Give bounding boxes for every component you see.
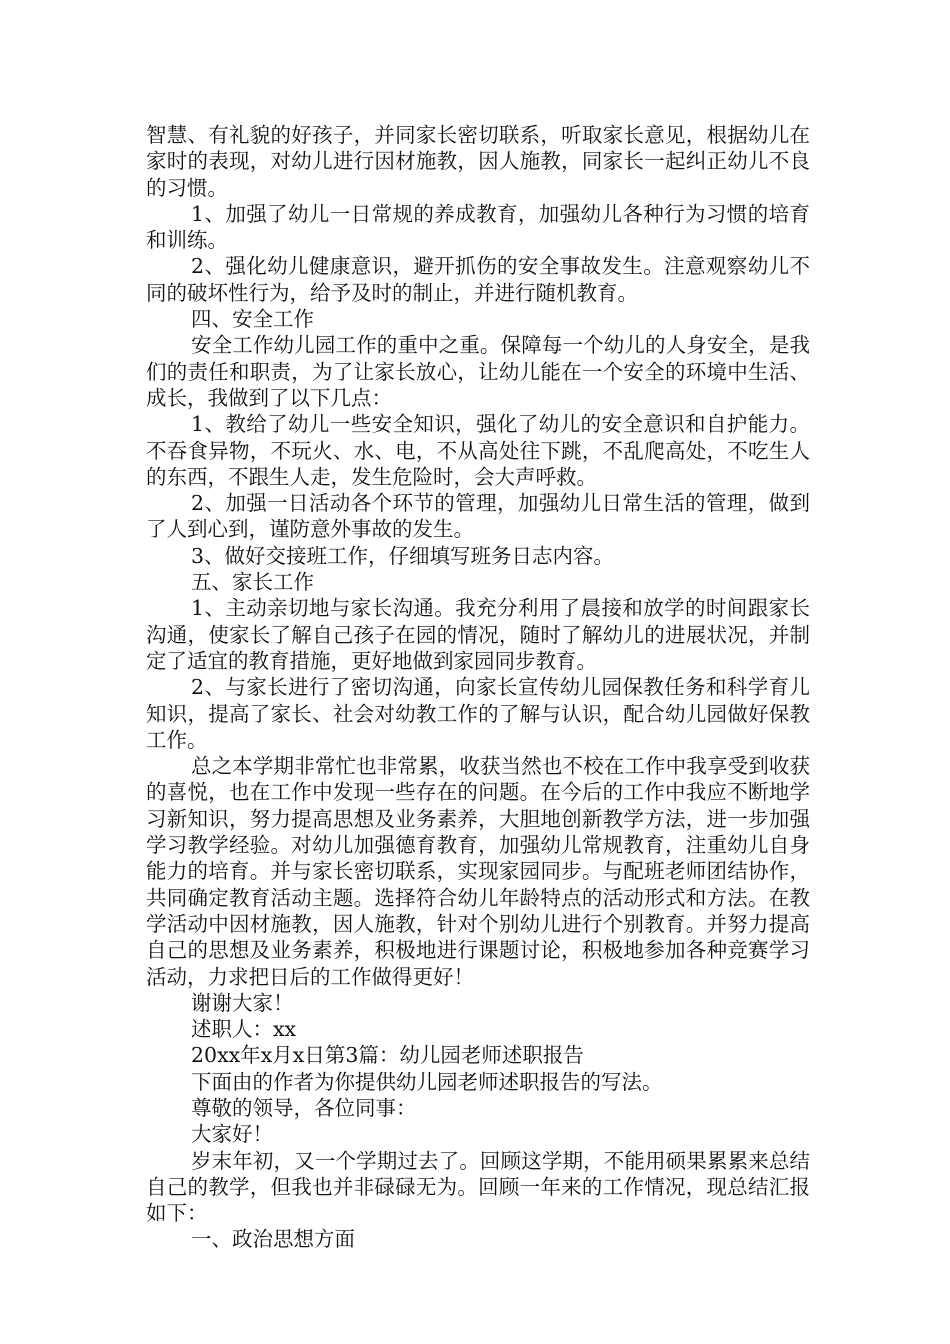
document-body — [146, 122, 810, 1253]
paragraph: 3、做好交接班工作，仔细填写班务日志内容。 — [191, 543, 615, 568]
paragraph: 总之本学期非常忙也非常累，收获当然也不校在工作中我享受到收获的喜悦，也在工作中发现一些存在的问题。在今后的工作中我应不断地学习新知识，努力提高思想及业务素养，大胆地创新教学方法，进一步加强学习教学经验。对幼儿加强德育教育，加强幼儿常规教育，注重幼儿自身能力的培育。并与家长密切联系，实现家园同步。与配班老师团结协作，共同确定教育活动主题。选择符合幼儿年龄特点的活动形式和方法。在教学活动中因材施教，因人施教，针对个别幼儿进行个别教育。并努力提高自己的思想及业务素养，积极地进行课题讨论，积极地参加各种竞赛学习活动，力求把日后的工作做得更好！ — [146, 754, 810, 989]
greeting: 大家好！ — [191, 1122, 273, 1147]
signature-line: 述职人：xx — [191, 1017, 297, 1042]
paragraph: 2、强化幼儿健康意识，避开抓伤的安全事故发生。注意观察幼儿不同的破坏性行为，给予及时的制止，并进行随机教育。 — [146, 254, 810, 305]
paragraph: 岁末年初，又一个学期过去了。回顾这学期，不能用硕果累累来总结自己的教学，但我也并非碌碌无为。回顾一年来的工作情况，现总结汇报如下： — [146, 1148, 810, 1226]
paragraph: 1、主动亲切地与家长沟通。我充分利用了晨接和放学的时间跟家长沟通，使家长了解自己孩子在园的情况，随时了解幼儿的进展状况，并制定了适宜的教育措施，更好地做到家园同步教育。 — [146, 596, 810, 673]
paragraph: 2、加强一日活动各个环节的管理，加强幼儿日常生活的管理，做到了人到心到，谨防意外事故的发生。 — [146, 491, 810, 542]
paragraph: 1、教给了幼儿一些安全知识，强化了幼儿的安全意识和自护能力。不吞食异物，不玩火、水、电，不从高处往下跳，不乱爬高处，不吃生人的东西，不跟生人走，发生危险时，会大声呼救。 — [146, 412, 810, 489]
paragraph: 1、加强了幼儿一日常规的养成教育，加强幼儿各种行为习惯的培育和训练。 — [146, 201, 810, 253]
salutation: 尊敬的领导，各位同事： — [191, 1095, 417, 1120]
section-heading: 四、安全工作 — [191, 307, 314, 332]
closing-thanks: 谢谢大家！ — [191, 990, 294, 1015]
paragraph: 安全工作幼儿园工作的重中之重。保障每一个幼儿的人身安全，是我们的责任和职责，为了让家长放心，让幼儿能在一个安全的环境中生活、成长，我做到了以下几点： — [146, 333, 810, 410]
paragraph: 智慧、有礼貌的好孩子，并同家长密切联系，听取家长意见，根据幼儿在家时的表现，对幼儿进行因材施教，因人施教，同家长一起纠正幼儿不良的习惯。 — [146, 123, 810, 200]
section-heading: 一、政治思想方面 — [191, 1227, 355, 1252]
paragraph: 下面由的作者为你提供幼儿园老师述职报告的写法。 — [191, 1069, 663, 1094]
paragraph: 2、与家长进行了密切沟通，向家长宣传幼儿园保教任务和科学育儿知识，提高了家长、社会对幼教工作的了解与认识，配合幼儿园做好保教工作。 — [146, 675, 810, 752]
section-heading: 五、家长工作 — [191, 570, 314, 595]
date-and-title-line: 20xx年x月x日第3篇：幼儿园老师述职报告 — [191, 1043, 584, 1068]
